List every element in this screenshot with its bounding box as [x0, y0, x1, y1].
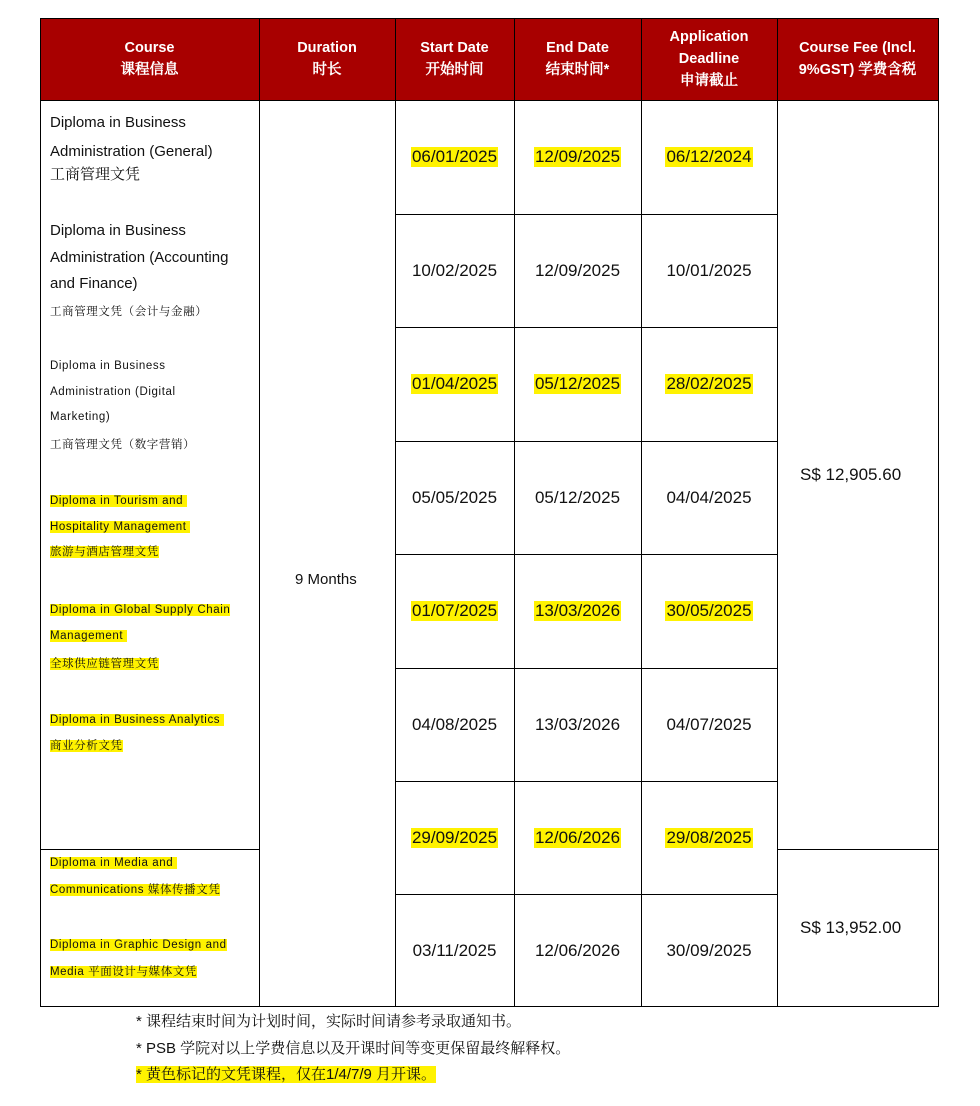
grid-line: [40, 18, 41, 1007]
start-date-cell-text: 10/02/2025: [411, 260, 498, 280]
course-line-highlighted: Diploma in Graphic Design and: [50, 939, 227, 951]
deadline-cell: [641, 100, 777, 214]
end-date-cell-text: 05/12/2025: [534, 374, 621, 393]
deadline-cell: [641, 214, 777, 327]
course-line: Marketing): [50, 411, 111, 423]
grid-line: [40, 1006, 939, 1007]
course-line-highlighted: 全球供应链管理文凭: [50, 658, 159, 670]
end-date-cell: [514, 327, 641, 441]
course-line-highlighted: Diploma in Business Analytics: [50, 714, 221, 726]
course-line: Diploma in Business: [50, 222, 186, 239]
header-duration-en: Duration: [297, 40, 357, 56]
start-date-cell: [395, 781, 514, 894]
course-line-highlighted: Hospitality Management: [50, 520, 187, 533]
course-global-supply-chain: [50, 598, 256, 678]
deadline-cell: [641, 327, 777, 441]
deadline-cell: [641, 781, 777, 894]
course-tourism-hospitality: [50, 489, 256, 566]
deadline-cell-text: 06/12/2024: [666, 147, 752, 166]
header-fee-en: Course Fee (Incl.: [799, 40, 916, 56]
course-line-highlighted: 商业分析文凭: [50, 739, 123, 752]
note-end-date: * 课程结束时间为计划时间，实际时间请参考录取通知书。: [136, 1013, 522, 1030]
start-date-cell-text: 03/11/2025: [412, 940, 497, 960]
course-line: Administration (Digital: [50, 385, 176, 398]
course-line-highlighted: Management: [50, 629, 124, 642]
grid-line: [514, 18, 515, 1007]
end-date-cell-text: 05/12/2025: [534, 487, 621, 507]
note-psb-rights: * PSB 学院对以上学费信息以及开课时间等变更保留最终解释权。: [136, 1040, 571, 1057]
header-start-zh: 开始时间: [425, 62, 484, 78]
course-business-analytics: [50, 708, 256, 759]
grid-line: [395, 327, 777, 328]
deadline-cell-text: 30/09/2025: [666, 940, 752, 960]
start-date-cell: [395, 100, 514, 214]
end-date-cell: [514, 668, 641, 781]
deadline-cell-text: 10/01/2025: [666, 260, 752, 280]
end-date-cell: [514, 554, 641, 668]
header-end-date: [514, 18, 641, 100]
end-date-cell: [514, 100, 641, 214]
course-line: Diploma in Business: [50, 114, 186, 131]
header-course-en: Course: [124, 40, 175, 56]
course-line: Diploma in Business: [50, 360, 166, 372]
course-line-highlighted: 旅游与酒店管理文凭: [50, 546, 159, 558]
header-start-date: [395, 18, 514, 100]
grid-line: [641, 18, 642, 1007]
end-date-cell-text: 13/03/2026: [534, 601, 621, 620]
course-graphic-design-media: [50, 933, 256, 985]
header-start-en: Start Date: [420, 40, 489, 56]
deadline-cell-text: 04/07/2025: [666, 714, 752, 734]
end-date-cell: [514, 781, 641, 894]
grid-line: [938, 18, 939, 1007]
end-date-cell-text: 12/09/2025: [534, 147, 621, 166]
header-application-deadline: [641, 18, 777, 100]
deadline-cell: [641, 668, 777, 781]
start-date-cell: [395, 327, 514, 441]
header-end-zh: 结束时间*: [545, 62, 610, 78]
note-highlight-text: * 黄色标记的文凭课程，仅在1/4/7/9 月开课。: [136, 1066, 437, 1083]
end-date-cell-text: 12/06/2026: [534, 940, 621, 960]
grid-line: [40, 849, 259, 850]
course-line-highlighted: Diploma in Global Supply Chain: [50, 604, 231, 616]
header-fee-zh: 9%GST) 学费含税: [798, 62, 917, 78]
course-line: 工商管理文凭（数字营销）: [50, 438, 196, 451]
header-end-en: End Date: [546, 40, 609, 56]
start-date-cell-text: 05/05/2025: [411, 487, 498, 507]
deadline-cell-text: 30/05/2025: [666, 601, 752, 620]
start-date-cell: [395, 668, 514, 781]
course-media-communications: [50, 851, 256, 903]
grid-line: [395, 894, 777, 895]
grid-line: [777, 849, 938, 850]
deadline-cell-text: 29/08/2025: [666, 827, 752, 847]
end-date-cell: [514, 214, 641, 327]
duration-value: 9 Months: [295, 571, 357, 588]
fee-media-design: S$ 13,952.00: [800, 918, 902, 937]
course-business-accounting: [50, 218, 256, 325]
start-date-cell-text: 06/01/2025: [411, 147, 498, 166]
grid-line: [395, 554, 777, 555]
end-date-cell: [514, 441, 641, 554]
end-date-cell-text: 12/09/2025: [534, 260, 621, 280]
start-date-cell: [395, 214, 514, 327]
course-line-highlighted: Communications 媒体传播文凭: [50, 883, 221, 896]
course-line: 工商管理文凭（会计与金融）: [50, 306, 208, 318]
grid-line: [395, 18, 396, 1007]
start-date-cell-text: 01/04/2025: [411, 374, 498, 393]
grid-line: [259, 18, 260, 1007]
grid-line: [777, 18, 778, 1007]
fee-standard: S$ 12,905.60: [800, 465, 902, 484]
grid-line: [40, 18, 939, 19]
deadline-cell-text: 04/04/2025: [666, 487, 752, 507]
course-line: Administration (General): [50, 143, 213, 160]
deadline-cell: [641, 441, 777, 554]
course-business-general: [50, 110, 256, 188]
deadline-cell-text: 28/02/2025: [666, 374, 752, 393]
grid-line: [395, 441, 777, 442]
header-duration: [259, 18, 395, 100]
course-line-highlighted: Diploma in Media and: [50, 857, 174, 869]
header-course: [40, 18, 259, 100]
course-business-digital-marketing: [50, 354, 256, 458]
grid-line: [40, 100, 939, 101]
header-deadline-zh: 申请截止: [680, 73, 738, 89]
course-line: Administration (Accounting: [50, 249, 229, 266]
grid-line: [395, 781, 777, 782]
header-deadline-en: Application Deadline: [669, 29, 749, 67]
start-date-cell-text: 01/07/2025: [411, 601, 498, 620]
header-duration-zh: 时长: [312, 62, 342, 78]
course-line-highlighted: Diploma in Tourism and: [50, 495, 184, 507]
note-highlight-legend: [136, 1064, 436, 1086]
start-date-cell-text: 29/09/2025: [411, 827, 498, 847]
end-date-cell-text: 12/06/2026: [534, 827, 621, 847]
grid-line: [395, 668, 777, 669]
course-line: 工商管理文凭: [50, 166, 141, 183]
start-date-cell: [395, 894, 514, 1007]
start-date-cell-text: 04/08/2025: [411, 714, 498, 734]
course-line-highlighted: Media 平面设计与媒体文凭: [50, 965, 198, 978]
grid-line: [395, 214, 777, 215]
deadline-cell: [641, 894, 777, 1007]
course-line: and Finance): [50, 275, 138, 292]
header-course-zh: 课程信息: [120, 62, 179, 78]
end-date-cell-text: 13/03/2026: [534, 714, 621, 734]
end-date-cell: [514, 894, 641, 1007]
header-course-fee: [777, 18, 938, 100]
deadline-cell: [641, 554, 777, 668]
start-date-cell: [395, 554, 514, 668]
start-date-cell: [395, 441, 514, 554]
